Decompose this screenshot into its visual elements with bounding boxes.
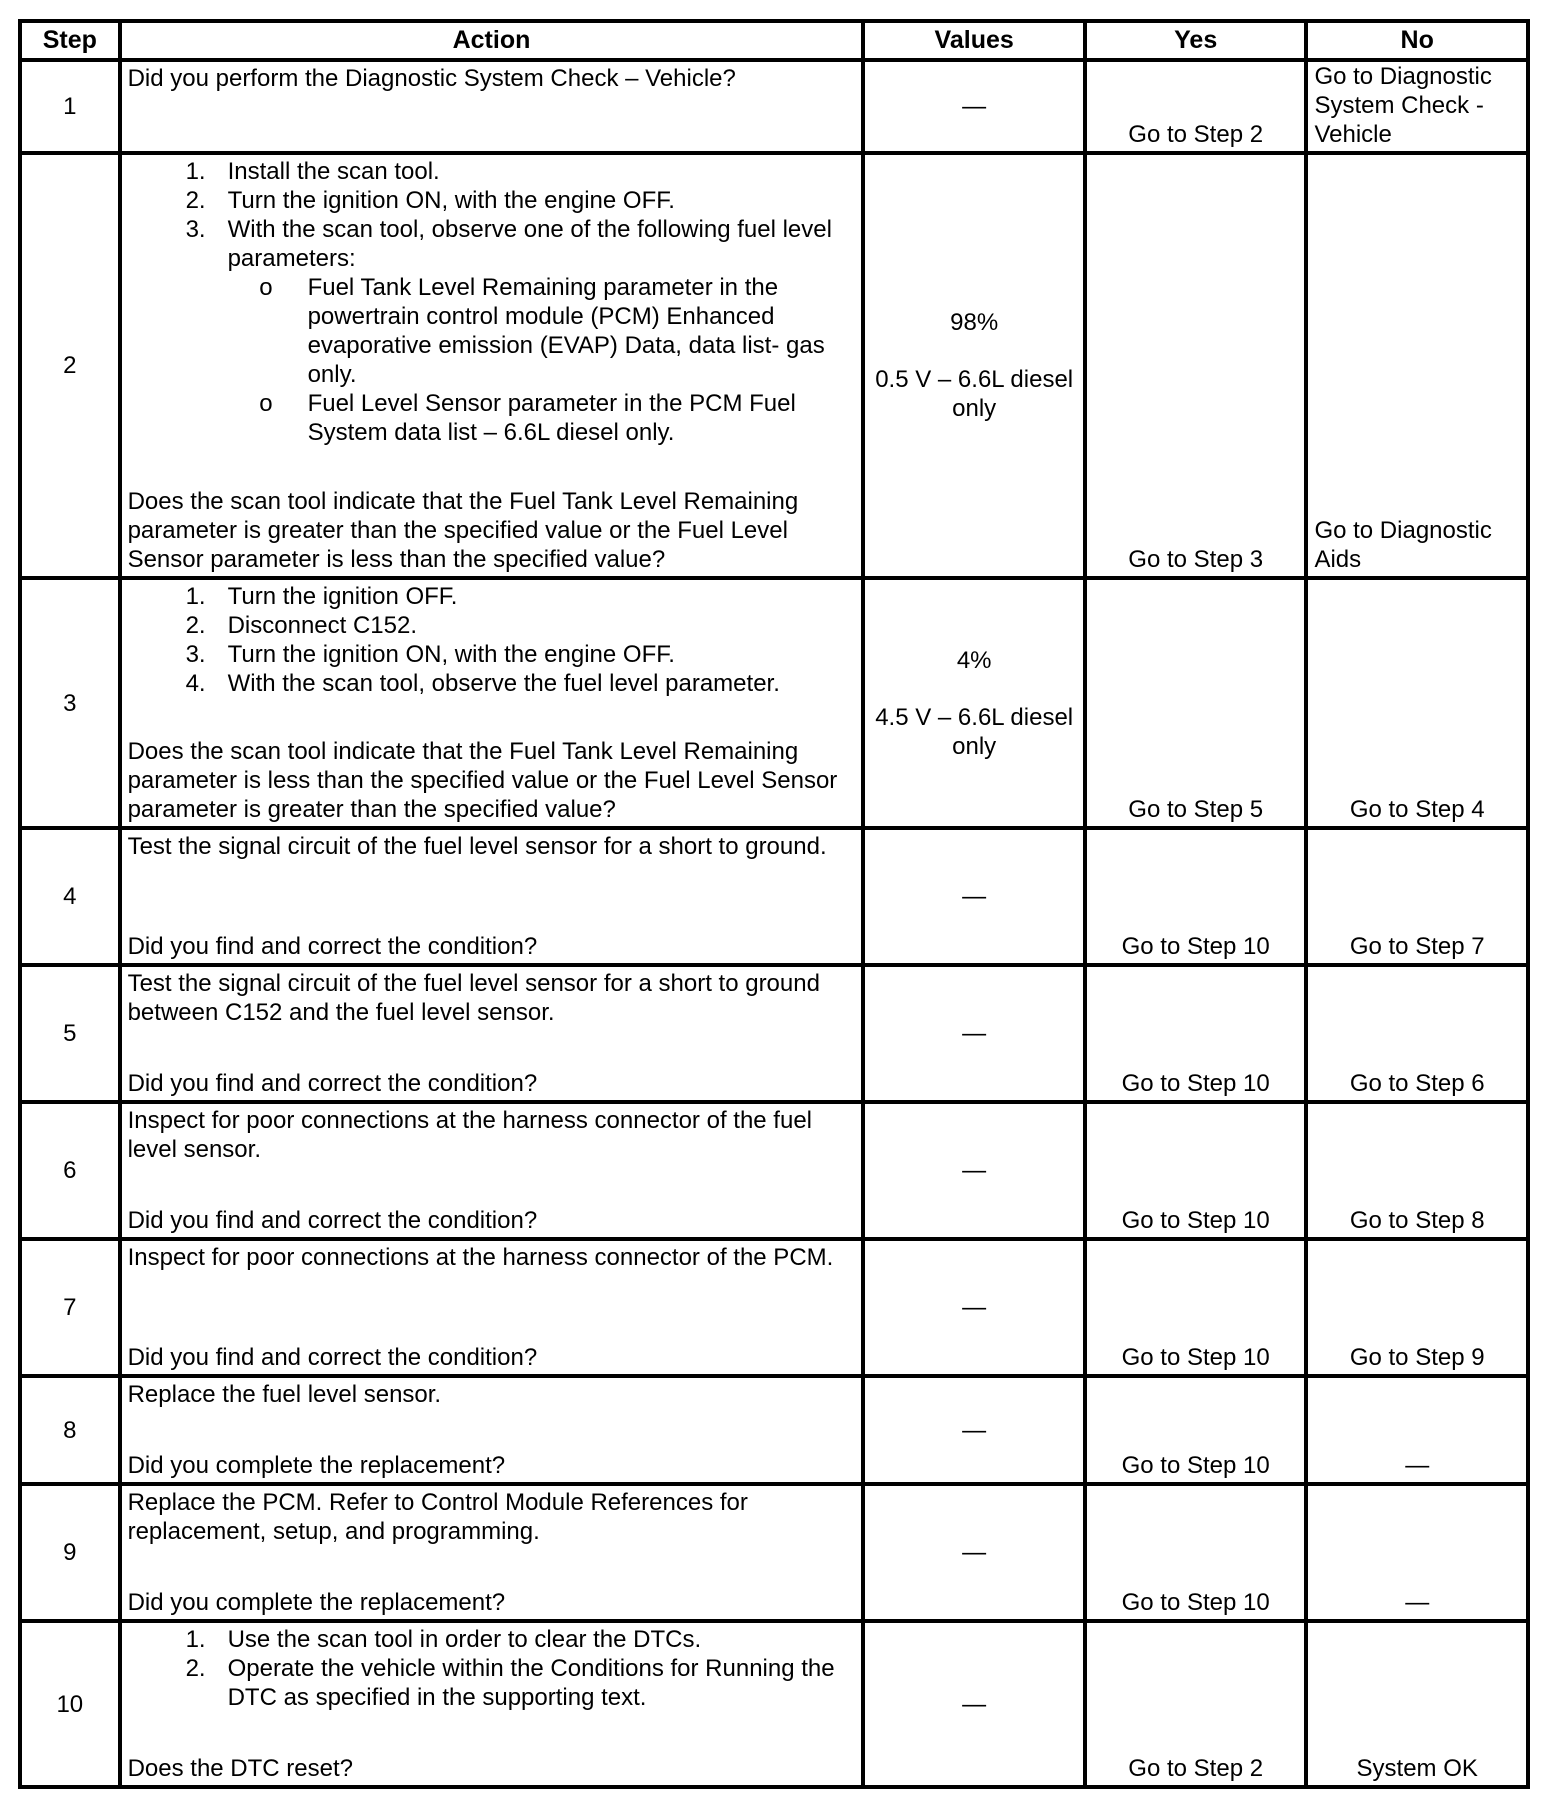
action-content bbox=[128, 1243, 856, 1372]
table-row bbox=[20, 60, 1528, 153]
action-steps bbox=[128, 157, 856, 447]
action-question: Does the DTC reset? bbox=[127, 1755, 353, 1782]
action-question: Did you find and correct the condition? bbox=[127, 933, 538, 960]
value-secondary: 0.5 V – 6.6L diesel only bbox=[875, 366, 1074, 422]
action-question: Did you complete the replacement? bbox=[127, 1452, 506, 1479]
step-number: 6 bbox=[20, 1102, 120, 1239]
header-step: Step bbox=[20, 21, 120, 60]
list-item: 3. With the scan tool, observe one of the following fuel level parameters: bbox=[185, 216, 832, 272]
table-row bbox=[20, 1621, 1528, 1787]
value-primary: 98% bbox=[950, 309, 999, 336]
no-cell: Go to Step 9 bbox=[1306, 1239, 1528, 1376]
action-question: Did you complete the replacement? bbox=[127, 1589, 506, 1616]
yes-cell: Go to Step 10 bbox=[1085, 1376, 1307, 1484]
values-cell bbox=[863, 1102, 1085, 1239]
value-dash: — bbox=[962, 1539, 987, 1566]
action-content bbox=[128, 969, 856, 1098]
values-cell bbox=[863, 578, 1085, 828]
action-question: Did you find and correct the condition? bbox=[127, 1344, 538, 1371]
action-cell bbox=[120, 1102, 864, 1239]
step-number: 8 bbox=[20, 1376, 120, 1484]
step-number: 9 bbox=[20, 1484, 120, 1621]
value-dash: — bbox=[962, 93, 987, 120]
table-row bbox=[20, 1484, 1528, 1621]
no-cell: — bbox=[1306, 1484, 1528, 1621]
values-cell bbox=[863, 1621, 1085, 1787]
action-question: Did you find and correct the condition? bbox=[127, 1070, 538, 1097]
step-number: 5 bbox=[20, 965, 120, 1102]
values-cell bbox=[863, 1239, 1085, 1376]
header-row bbox=[20, 21, 1528, 60]
action-cell bbox=[120, 965, 864, 1102]
action-content bbox=[128, 832, 856, 961]
list-item: 2. Operate the vehicle within the Conditions for Running the DTC as specified in the supporting text. bbox=[185, 1655, 835, 1711]
action-instruction: Test the signal circuit of the fuel level sensor for a short to ground between C152 and the fuel level sensor. bbox=[127, 970, 820, 1026]
values-cell bbox=[863, 965, 1085, 1102]
action-cell bbox=[120, 1376, 864, 1484]
values-cell bbox=[863, 1376, 1085, 1484]
action-cell bbox=[120, 1484, 864, 1621]
values-cell bbox=[863, 153, 1085, 578]
table-row bbox=[20, 1102, 1528, 1239]
action-instruction: Replace the PCM. Refer to Control Module References for replacement, setup, and programming. bbox=[127, 1489, 748, 1545]
header-yes: Yes bbox=[1085, 21, 1307, 60]
no-cell: Go to Step 6 bbox=[1306, 965, 1528, 1102]
list-item: 4. With the scan tool, observe the fuel level parameter. bbox=[185, 670, 780, 697]
action-instruction: Test the signal circuit of the fuel level sensor for a short to ground. bbox=[127, 833, 827, 860]
table-row bbox=[20, 1376, 1528, 1484]
action-question: Did you perform the Diagnostic System Check – Vehicle? bbox=[127, 65, 736, 92]
action-question: Does the scan tool indicate that the Fuel Tank Level Remaining parameter is less than the specified value or the Fuel Level Sensor parameter is greater than the specified value? bbox=[127, 738, 838, 823]
no-cell: System OK bbox=[1306, 1621, 1528, 1787]
list-item: 1. Use the scan tool in order to clear the DTCs. bbox=[185, 1626, 702, 1653]
yes-cell: Go to Step 5 bbox=[1085, 578, 1307, 828]
yes-cell: Go to Step 10 bbox=[1085, 828, 1307, 965]
action-content bbox=[128, 157, 856, 574]
values-cell bbox=[863, 1484, 1085, 1621]
table-row bbox=[20, 828, 1528, 965]
step-number: 2 bbox=[20, 153, 120, 578]
action-cell bbox=[120, 828, 864, 965]
table-row bbox=[20, 578, 1528, 828]
action-content bbox=[128, 1380, 856, 1480]
action-content bbox=[128, 1106, 856, 1235]
yes-cell: Go to Step 10 bbox=[1085, 965, 1307, 1102]
step-number: 7 bbox=[20, 1239, 120, 1376]
list-item: 2. Disconnect C152. bbox=[185, 612, 418, 639]
yes-cell: Go to Step 10 bbox=[1085, 1484, 1307, 1621]
action-cell bbox=[120, 153, 864, 578]
value-dash: — bbox=[962, 883, 987, 910]
no-cell: Go to Diagnostic System Check - Vehicle bbox=[1306, 60, 1528, 153]
no-cell: Go to Diagnostic Aids bbox=[1306, 153, 1528, 578]
values-cell bbox=[863, 828, 1085, 965]
action-cell bbox=[120, 60, 864, 153]
list-item: 3. Turn the ignition ON, with the engine OFF. bbox=[185, 641, 675, 668]
numbered-list bbox=[128, 582, 856, 698]
list-item: 1. Turn the ignition OFF. bbox=[185, 583, 458, 610]
yes-cell: Go to Step 3 bbox=[1085, 153, 1307, 578]
value-primary: 4% bbox=[956, 646, 992, 674]
values-cell bbox=[863, 60, 1085, 153]
list-item: 2. Turn the ignition ON, with the engine OFF. bbox=[185, 187, 675, 214]
action-cell bbox=[120, 1239, 864, 1376]
no-cell: — bbox=[1306, 1376, 1528, 1484]
header-no: No bbox=[1306, 21, 1528, 60]
no-cell: Go to Step 7 bbox=[1306, 828, 1528, 965]
table-row bbox=[20, 965, 1528, 1102]
numbered-list bbox=[128, 157, 856, 273]
action-cell bbox=[120, 578, 864, 828]
numbered-list bbox=[128, 1625, 856, 1712]
list-item: 1. Install the scan tool. bbox=[185, 158, 440, 185]
action-content bbox=[128, 1625, 856, 1783]
action-content bbox=[128, 582, 856, 824]
sub-list bbox=[128, 273, 856, 447]
header-action: Action bbox=[120, 21, 864, 60]
step-number: 4 bbox=[20, 828, 120, 965]
action-question: Did you find and correct the condition? bbox=[127, 1207, 538, 1234]
sub-list-item: o Fuel Tank Level Remaining parameter in the powertrain control module (PCM) Enhanced evaporative emission (EVAP) Data, data list- gas only. bbox=[259, 274, 825, 388]
action-instruction: Inspect for poor connections at the harness connector of the fuel level sensor. bbox=[127, 1107, 812, 1163]
step-number: 1 bbox=[20, 60, 120, 153]
table-row bbox=[20, 1239, 1528, 1376]
value-secondary: 4.5 V – 6.6L diesel only bbox=[875, 703, 1074, 760]
yes-cell: Go to Step 2 bbox=[1085, 60, 1307, 153]
step-number: 10 bbox=[20, 1621, 120, 1787]
action-content bbox=[128, 1488, 856, 1617]
value-dash: — bbox=[962, 1020, 987, 1047]
header-values: Values bbox=[863, 21, 1085, 60]
value-dash: — bbox=[962, 1690, 987, 1718]
value-dash: — bbox=[962, 1157, 987, 1184]
value-dash: — bbox=[962, 1294, 987, 1321]
step-number: 3 bbox=[20, 578, 120, 828]
yes-cell: Go to Step 10 bbox=[1085, 1102, 1307, 1239]
no-cell: Go to Step 8 bbox=[1306, 1102, 1528, 1239]
no-cell: Go to Step 4 bbox=[1306, 578, 1528, 828]
yes-cell: Go to Step 2 bbox=[1085, 1621, 1307, 1787]
diagnostic-table bbox=[18, 19, 1530, 1789]
yes-cell: Go to Step 10 bbox=[1085, 1239, 1307, 1376]
action-cell bbox=[120, 1621, 864, 1787]
action-instruction: Replace the fuel level sensor. bbox=[127, 1381, 442, 1408]
value-dash: — bbox=[962, 1416, 987, 1444]
action-instruction: Inspect for poor connections at the harness connector of the PCM. bbox=[127, 1244, 834, 1271]
action-question: Does the scan tool indicate that the Fuel Tank Level Remaining parameter is greater than the specified value or the Fuel Level Sensor parameter is less than the specified value? bbox=[127, 488, 799, 573]
table-row bbox=[20, 153, 1528, 578]
sub-list-item: o Fuel Level Sensor parameter in the PCM Fuel System data list – 6.6L diesel only. bbox=[259, 390, 796, 446]
